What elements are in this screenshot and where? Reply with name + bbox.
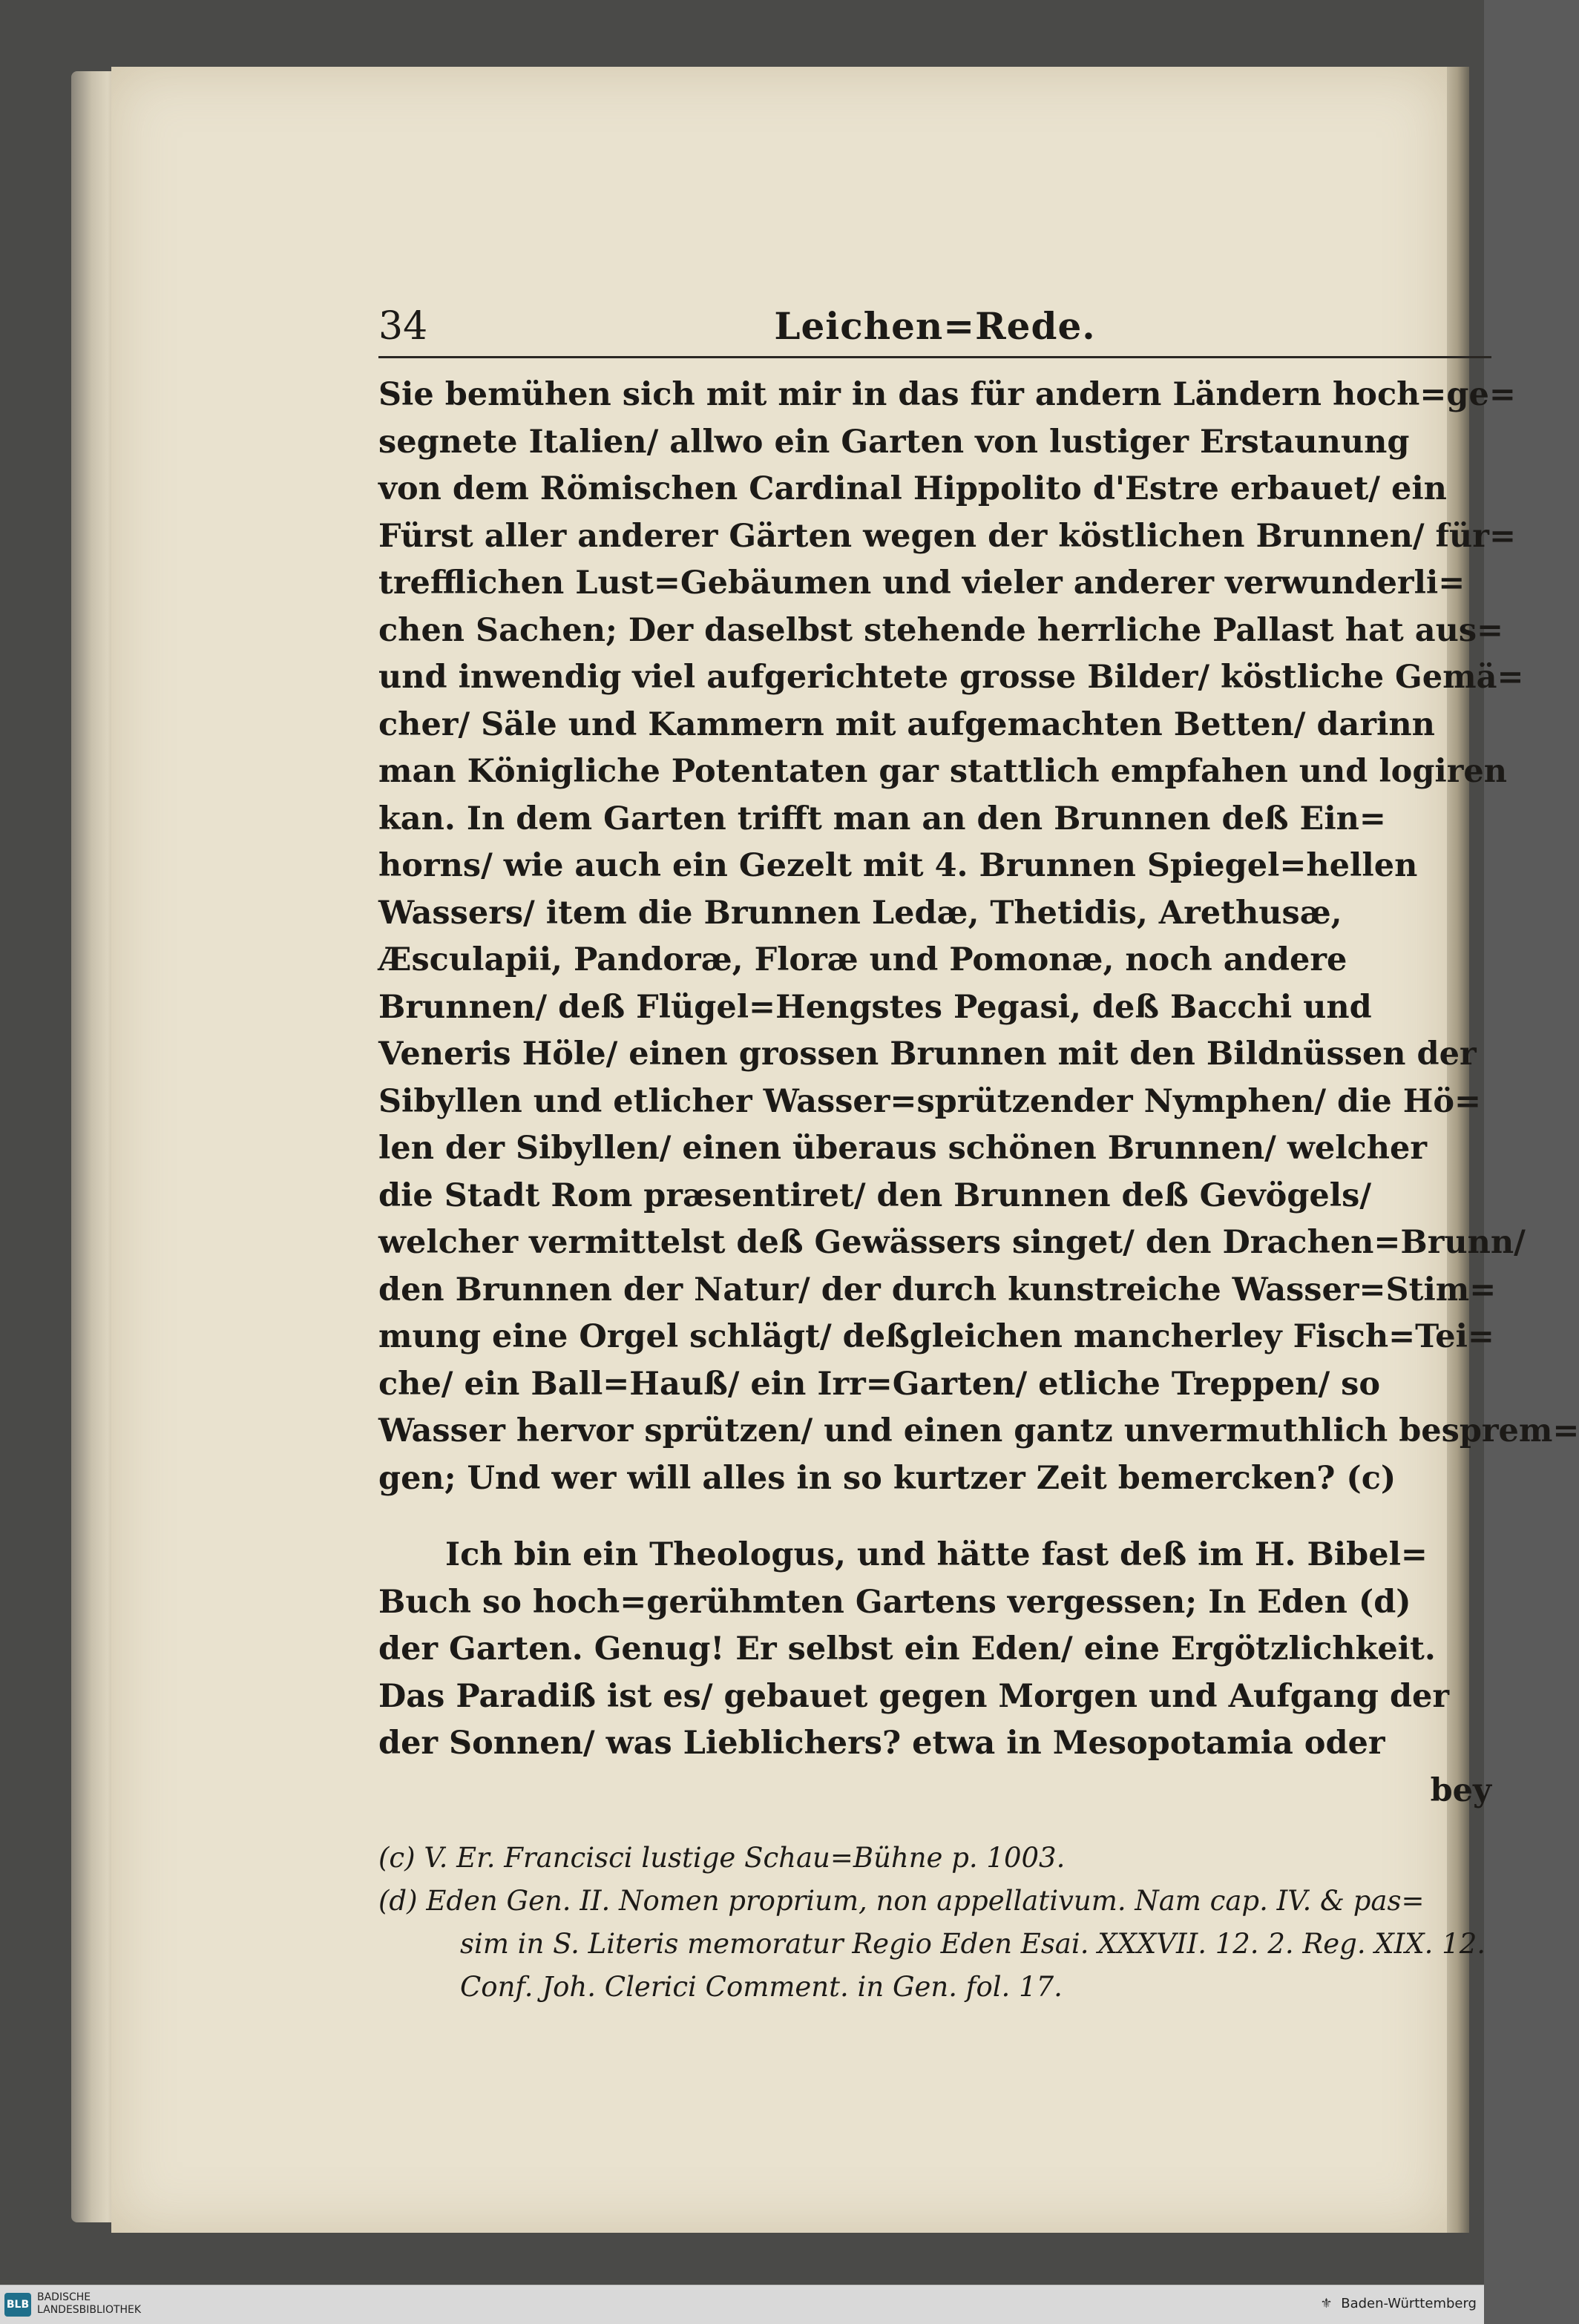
- text-line: Buch so hoch=gerühmten Gartens vergessen; In Eden (d): [378, 1583, 1411, 1621]
- text-line: kan. In dem Garten trifft man an den Brunnen deß Ein=: [378, 800, 1386, 837]
- text-line: segnete Italien/ allwo ein Garten von lustiger Erstaunung: [378, 423, 1410, 461]
- text-line: Wasser hervor sprützen/ und einen gantz unvermuthlich besprem=: [378, 1412, 1579, 1449]
- text-line: von dem Römischen Cardinal Hippolito d'Estre erbauet/ ein: [378, 470, 1447, 507]
- text-line: trefflichen Lust=Gebäumen und vieler anderer verwunderli=: [378, 564, 1465, 602]
- text-line: Das Paradiß ist es/ gebauet gegen Morgen und Aufgang der: [378, 1677, 1450, 1715]
- text-line: Sie bemühen sich mit mir in das für andern Ländern hoch=ge=: [378, 376, 1516, 413]
- coat-of-arms-icon: ⚜: [1320, 2296, 1333, 2311]
- book-page: [111, 67, 1579, 2233]
- text-line: chen Sachen; Der daselbst stehende herrliche Pallast hat aus=: [378, 611, 1504, 649]
- footnote-d-continuation: sim in S. Literis memoratur Regio Eden Esai. XXXVII. 12. 2. Reg. XIX. 12.: [460, 1928, 1486, 1960]
- text-line: der Sonnen/ was Lieblichers? etwa in Mesopotamia oder: [378, 1725, 1385, 1762]
- text-line: len der Sibyllen/ einen überaus schönen Brunnen/ welcher: [378, 1130, 1428, 1167]
- footnote-text: V. Er. Francisci lustige Schau=Bühne p. 1003.: [424, 1842, 1066, 1874]
- page-header: [378, 304, 1491, 358]
- footnote-text: Eden Gen. II. Nomen proprium, non appellativum. Nam cap. IV. & pas=: [426, 1885, 1425, 1917]
- paragraph-gap: [378, 1502, 1491, 1532]
- text-line: Veneris Höle/ einen grossen Brunnen mit den Bildnüssen der: [378, 1036, 1477, 1073]
- text-line: Ich bin ein Theologus, und hätte fast deß im H. Bibel=: [445, 1536, 1428, 1573]
- text-line: Æsculapii, Pandoræ, Floræ und Pomonæ, noch andere: [378, 941, 1347, 978]
- footnote-d: [378, 1880, 1491, 1923]
- blb-logo[interactable]: BLB: [4, 2293, 31, 2317]
- footnote-c: [378, 1837, 1491, 1880]
- text-line: Brunnen/ deß Flügel=Hengstes Pegasi, deß Bacchi und: [378, 988, 1372, 1026]
- running-title: Leichen=Rede.: [774, 304, 1096, 348]
- text-line: horns/ wie auch ein Gezelt mit 4. Brunnen Spiegel=hellen: [378, 847, 1418, 884]
- region-brand[interactable]: [1320, 2296, 1477, 2311]
- text-line: Sibyllen und etlicher Wasser=sprützender Nymphen/ die Hö=: [378, 1082, 1482, 1120]
- library-name-line1: BADISCHE: [37, 2291, 91, 2303]
- footnote-mark: (d): [378, 1885, 418, 1917]
- text-line: Fürst aller anderer Gärten wegen der köstlichen Brunnen/ für=: [378, 517, 1516, 555]
- page-number: 34: [378, 304, 428, 349]
- text-line: welcher vermittelst deß Gewässers singet/ den Drachen=Brunn/: [378, 1224, 1526, 1261]
- viewer-footer-bar: [0, 2285, 1484, 2324]
- body-text: [378, 372, 1579, 1814]
- text-line: cher/ Säle und Kammern mit aufgemachten Betten/ darinn: [378, 705, 1435, 743]
- library-name-line2: LANDESBIBLIOTHEK: [37, 2304, 142, 2316]
- text-line: und inwendig viel aufgerichtete grosse Bilder/ köstliche Gemä=: [378, 659, 1524, 696]
- library-name: [37, 2291, 141, 2317]
- text-line: man Königliche Potentaten gar stattlich empfahen und logiren: [378, 753, 1508, 790]
- region-name: Baden-Württemberg: [1341, 2296, 1477, 2311]
- text-line: gen; Und wer will alles in so kurtzer Zeit bemercken? (c): [378, 1459, 1396, 1497]
- text-line: die Stadt Rom præsentiret/ den Brunnen deß Gevögels/: [378, 1176, 1372, 1214]
- footnotes: [378, 1837, 1491, 2009]
- footnote-d-continuation: Conf. Joh. Clerici Comment. in Gen. fol. 17.: [460, 1971, 1063, 2003]
- catchword: bey: [1430, 1771, 1491, 1809]
- text-line: che/ ein Ball=Hauß/ ein Irr=Garten/ etliche Treppen/ so: [378, 1365, 1381, 1403]
- text-line: den Brunnen der Natur/ der durch kunstreiche Wasser=Stim=: [378, 1271, 1497, 1309]
- text-line: mung eine Orgel schlägt/ deßgleichen mancherley Fisch=Tei=: [378, 1318, 1494, 1355]
- text-line: der Garten. Genug! Er selbst ein Eden/ eine Ergötzlichkeit.: [378, 1630, 1436, 1668]
- text-line: Wassers/ item die Brunnen Ledæ, Thetidis, Arethusæ,: [378, 894, 1342, 932]
- footnote-mark: (c): [378, 1842, 416, 1874]
- page-text-block: [378, 304, 1579, 2009]
